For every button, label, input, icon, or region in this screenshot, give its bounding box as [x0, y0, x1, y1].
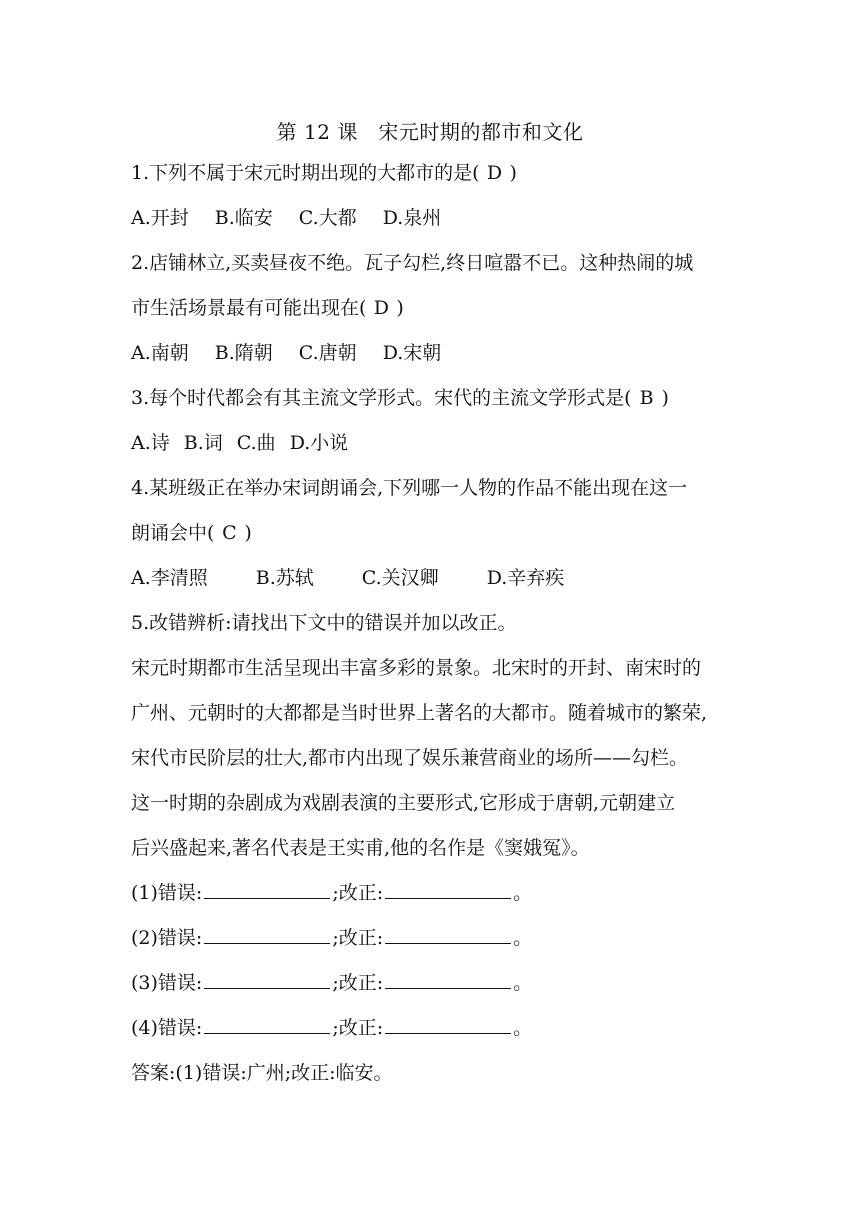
question-2-answer: D	[373, 297, 390, 319]
option-b: B.临安	[214, 207, 273, 229]
question-1-answer: D	[486, 162, 503, 184]
error-label: 错误:	[157, 1017, 203, 1039]
question-3-options	[131, 430, 362, 456]
question-1-options	[131, 205, 467, 231]
row-end: 。	[513, 972, 533, 994]
question-2-text: 市生活场景最有可能出现在(	[131, 297, 367, 319]
passage-line-3: 宋代市民阶层的壮大,都市内出现了娱乐兼营商业的场所——勾栏。	[131, 747, 689, 769]
option-b: B.苏轼	[255, 567, 314, 589]
blank-row-1	[131, 880, 532, 906]
question-1-stem	[131, 160, 517, 186]
fix-label: ;改正:	[332, 972, 384, 994]
question-4-answer: C	[222, 522, 237, 544]
option-d: D.小说	[289, 432, 349, 454]
option-d: D.宋朝	[382, 342, 442, 364]
question-3-answer: B	[639, 387, 654, 409]
option-d: D.辛弃疾	[486, 567, 565, 589]
fix-label: ;改正:	[332, 927, 384, 949]
row-end: 。	[513, 882, 533, 904]
error-blank	[204, 880, 330, 899]
option-a: A.南朝	[131, 342, 189, 364]
fix-blank	[385, 970, 511, 989]
option-c: C.曲	[236, 432, 276, 454]
passage-line-2: 广州、元朝时的大都都是当时世界上著名的大都市。随着城市的繁荣,	[131, 702, 708, 724]
fix-label: ;改正:	[332, 882, 384, 904]
fix-blank	[385, 1015, 511, 1034]
question-4-text: 朗诵会中(	[131, 522, 215, 544]
question-5-stem: 5.改错辨析:请找出下文中的错误并加以改正。	[131, 612, 517, 634]
option-b: B.词	[183, 432, 223, 454]
option-c: C.大都	[298, 207, 357, 229]
question-4-close: )	[244, 522, 252, 544]
option-a: A.李清照	[131, 567, 208, 589]
question-3-text: 3.每个时代都会有其主流文学形式。宋代的主流文学形式是(	[131, 387, 632, 409]
answer-text: 答案:(1)错误:广州;改正:临安。	[131, 1062, 393, 1084]
question-4-line-1: 4.某班级正在举办宋词朗诵会,下列哪一人物的作品不能出现在这一	[131, 477, 688, 499]
question-2-options	[131, 340, 467, 366]
blank-number: (2)	[131, 927, 158, 949]
option-b: B.隋朝	[214, 342, 273, 364]
option-c: C.关汉卿	[361, 567, 439, 589]
fix-label: ;改正:	[332, 1017, 384, 1039]
row-end: 。	[513, 1017, 533, 1039]
blank-row-3	[131, 970, 532, 996]
passage-line-4: 这一时期的杂剧成为戏剧表演的主要形式,它形成于唐朝,元朝建立	[131, 792, 676, 814]
blank-number: (3)	[131, 972, 158, 994]
error-blank	[204, 1015, 330, 1034]
blank-number: (4)	[131, 1017, 158, 1039]
error-label: 错误:	[157, 927, 203, 949]
error-label: 错误:	[157, 882, 203, 904]
error-label: 错误:	[157, 972, 203, 994]
question-1-text: 1.下列不属于宋元时期出现的大都市的是(	[131, 162, 480, 184]
passage-line-1: 宋元时期都市生活呈现出丰富多彩的景象。北宋时的开封、南宋时的	[131, 657, 702, 679]
row-end: 。	[513, 927, 533, 949]
blank-row-4	[131, 1015, 532, 1041]
blank-row-2	[131, 925, 532, 951]
error-blank	[204, 970, 330, 989]
lesson-title: 第 12 课 宋元时期的都市和文化	[276, 120, 584, 144]
question-4-line-2	[131, 520, 252, 546]
passage-line-5: 后兴盛起来,著名代表是王实甫,他的名作是《窦娥冤》。	[131, 837, 590, 859]
question-2-line-1: 2.店铺林立,买卖昼夜不绝。瓦子勾栏,终日喧嚣不已。这种热闹的城	[131, 252, 694, 274]
option-c: C.唐朝	[298, 342, 357, 364]
option-d: D.泉州	[382, 207, 442, 229]
question-4-options	[131, 565, 612, 591]
option-a: A.诗	[131, 432, 170, 454]
option-a: A.开封	[131, 207, 189, 229]
blank-number: (1)	[131, 882, 158, 904]
fix-blank	[385, 880, 511, 899]
question-2-line-2	[131, 295, 404, 321]
error-blank	[204, 925, 330, 944]
fix-blank	[385, 925, 511, 944]
question-1-close: )	[509, 162, 517, 184]
question-3-close: )	[661, 387, 669, 409]
question-3-stem	[131, 385, 669, 411]
question-2-close: )	[396, 297, 404, 319]
